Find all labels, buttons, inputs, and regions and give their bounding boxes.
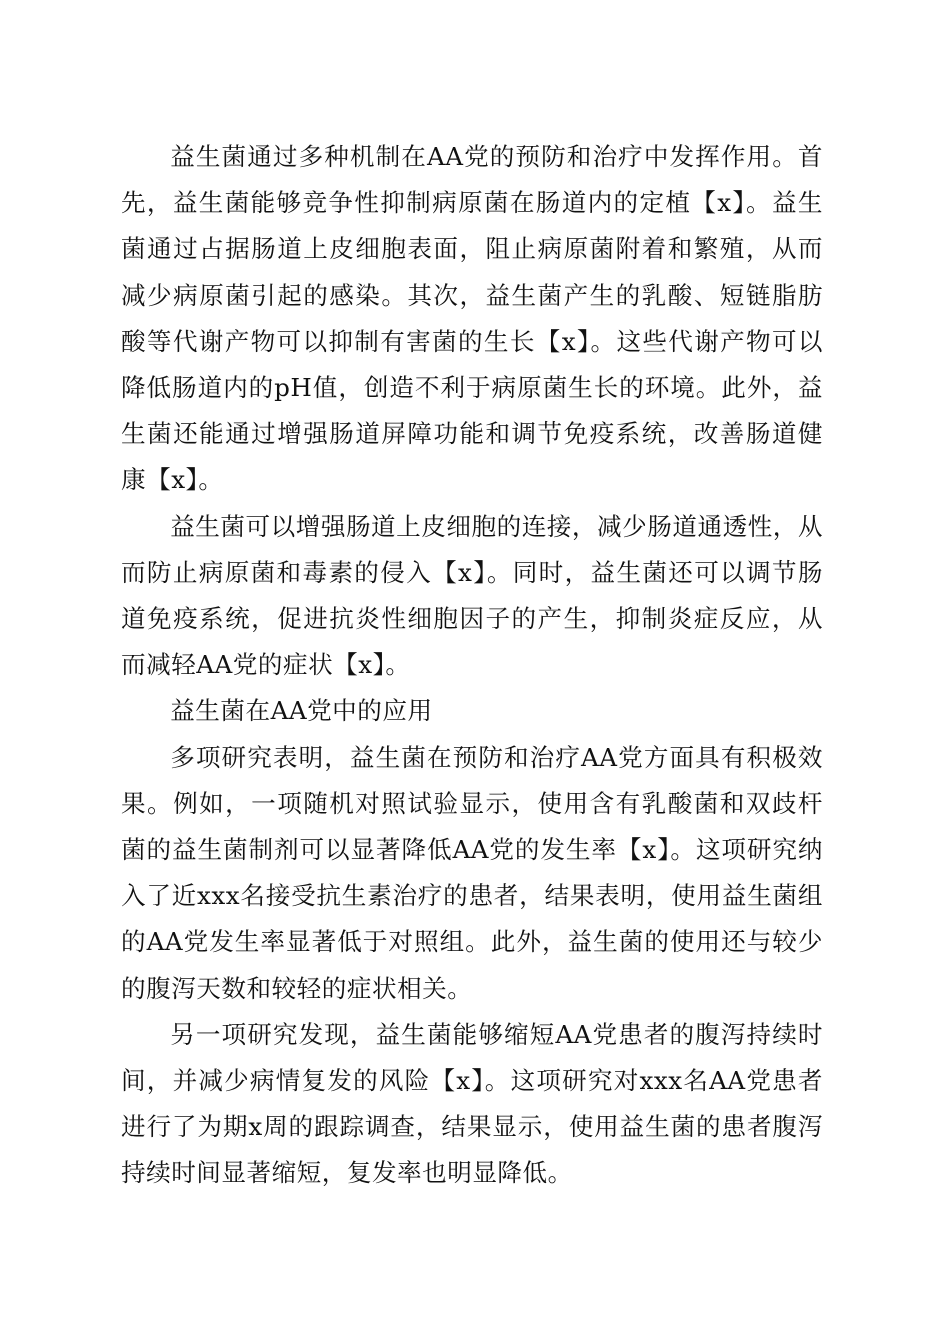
paragraph-mechanisms: 益生菌通过多种机制在AA党的预防和治疗中发挥作用。首先，益生菌能够竞争性抑制病原菌在肠道内的定植【x】。益生菌通过占据肠道上皮细胞表面，阻止病原菌附着和繁殖，从而减少病原菌引起的感染。其次，益生菌产生的乳酸、短链脂肪酸等代谢产物可以抑制有害菌的生长【x】。这些代谢产物可以降低肠道内的pH值，创造不利于病原菌生长的环境。此外，益生菌还能通过增强肠道屏障功能和调节免疫系统，改善肠道健康【x】。: [121, 142, 823, 495]
document-body: [121, 134, 823, 1197]
paragraph-barrier-immunity: 益生菌可以增强肠道上皮细胞的连接，减少肠道通透性，从而防止病原菌和毒素的侵入【x】。同时，益生菌还可以调节肠道免疫系统，促进抗炎性细胞因子的产生，抑制炎症反应，从而减轻AA党的症状【x】。: [121, 511, 823, 680]
paragraph-followup-study: 另一项研究发现，益生菌能够缩短AA党患者的腹泻持续时间，并减少病情复发的风险【x】。这项研究对xxx名AA党患者进行了为期x周的跟踪调查，结果显示，使用益生菌的患者腹泻持续时间显著缩短，复发率也明显降低。: [121, 1019, 823, 1188]
paragraph-rct-evidence: 多项研究表明，益生菌在预防和治疗AA党方面具有积极效果。例如，一项随机对照试验显示，使用含有乳酸菌和双歧杆菌的益生菌制剂可以显著降低AA党的发生率【x】。这项研究纳入了近xxx名接受抗生素治疗的患者，结果表明，使用益生菌组的AA党发生率显著低于对照组。此外，益生菌的使用还与较少的腹泻天数和较轻的症状相关。: [121, 742, 823, 1003]
section-heading: 益生菌在AA党中的应用: [170, 696, 433, 726]
